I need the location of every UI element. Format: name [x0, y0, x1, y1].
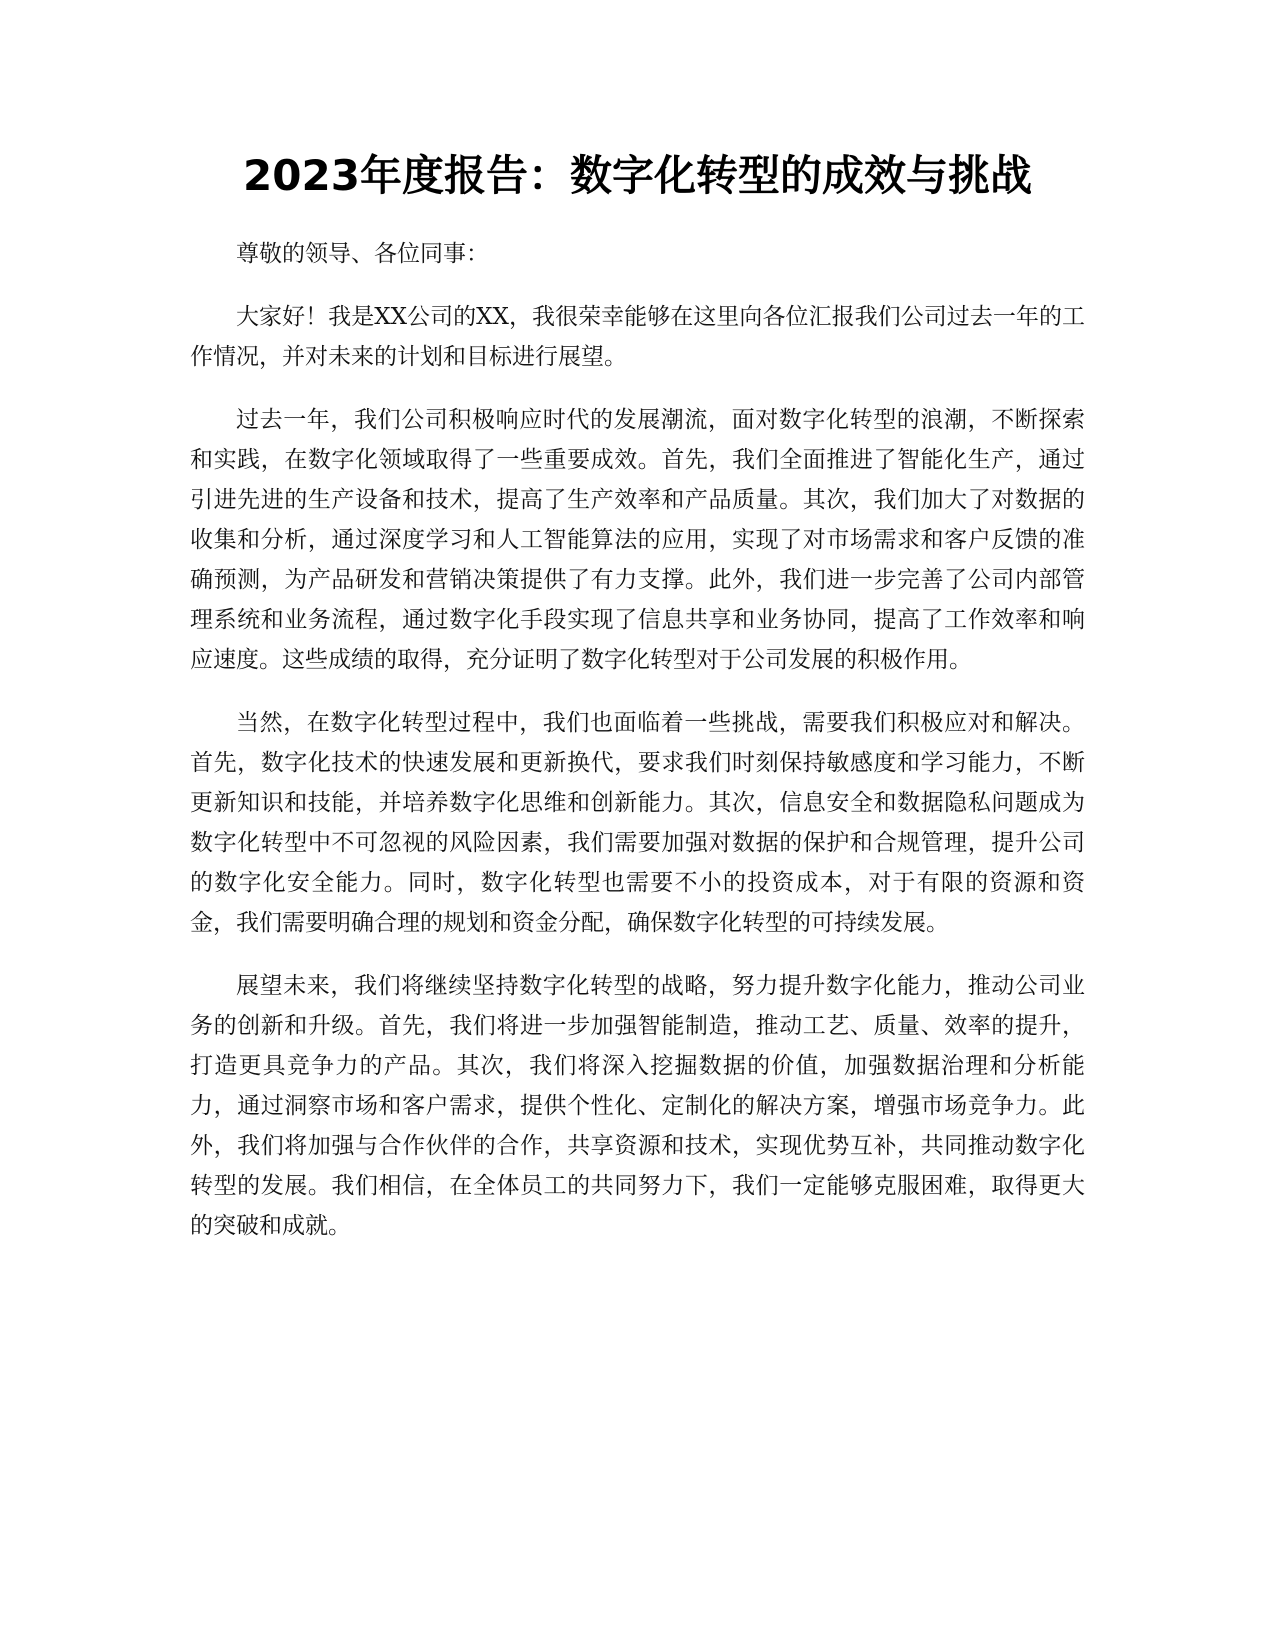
greeting-paragraph: 大家好！我是XX公司的XX，我很荣幸能够在这里向各位汇报我们公司过去一年的工作情况，并对未来的计划和目标进行展望。 — [190, 304, 1085, 370]
document-body — [190, 234, 1085, 1269]
document-title: 2023年度报告：数字化转型的成效与挑战 — [243, 151, 1032, 200]
challenges-paragraph: 当然，在数字化转型过程中，我们也面临着一些挑战，需要我们积极应对和解决。首先，数字化技术的快速发展和更新换代，要求我们时刻保持敏感度和学习能力，不断更新知识和技能，并培养数字化思维和创新能力。其次，信息安全和数据隐私问题成为数字化转型中不可忽视的风险因素，我们需要加强对数据的保护和合规管理，提升公司的数字化安全能力。同时，数字化转型也需要不小的投资成本，对于有限的资源和资金，我们需要明确合理的规划和资金分配，确保数字化转型的可持续发展。 — [190, 710, 1085, 936]
salutation-paragraph: 尊敬的领导、各位同事： — [236, 241, 489, 267]
outlook-paragraph: 展望未来，我们将继续坚持数字化转型的战略，努力提升数字化能力，推动公司业务的创新和升级。首先，我们将进一步加强智能制造，推动工艺、质量、效率的提升，打造更具竞争力的产品。其次，我们将深入挖掘数据的价值，加强数据治理和分析能力，通过洞察市场和客户需求，提供个性化、定制化的解决方案，增强市场竞争力。此外，我们将加强与合作伙伴的合作，共享资源和技术，实现优势互补，共同推动数字化转型的发展。我们相信，在全体员工的共同努力下，我们一定能够克服困难，取得更大的突破和成就。 — [190, 973, 1085, 1239]
achievements-paragraph: 过去一年，我们公司积极响应时代的发展潮流，面对数字化转型的浪潮，不断探索和实践，在数字化领域取得了一些重要成效。首先，我们全面推进了智能化生产，通过引进先进的生产设备和技术，提高了生产效率和产品质量。其次，我们加大了对数据的收集和分析，通过深度学习和人工智能算法的应用，实现了对市场需求和客户反馈的准确预测，为产品研发和营销决策提供了有力支撑。此外，我们进一步完善了公司内部管理系统和业务流程，通过数字化手段实现了信息共享和业务协同，提高了工作效率和响应速度。这些成绩的取得，充分证明了数字化转型对于公司发展的积极作用。 — [190, 407, 1085, 673]
